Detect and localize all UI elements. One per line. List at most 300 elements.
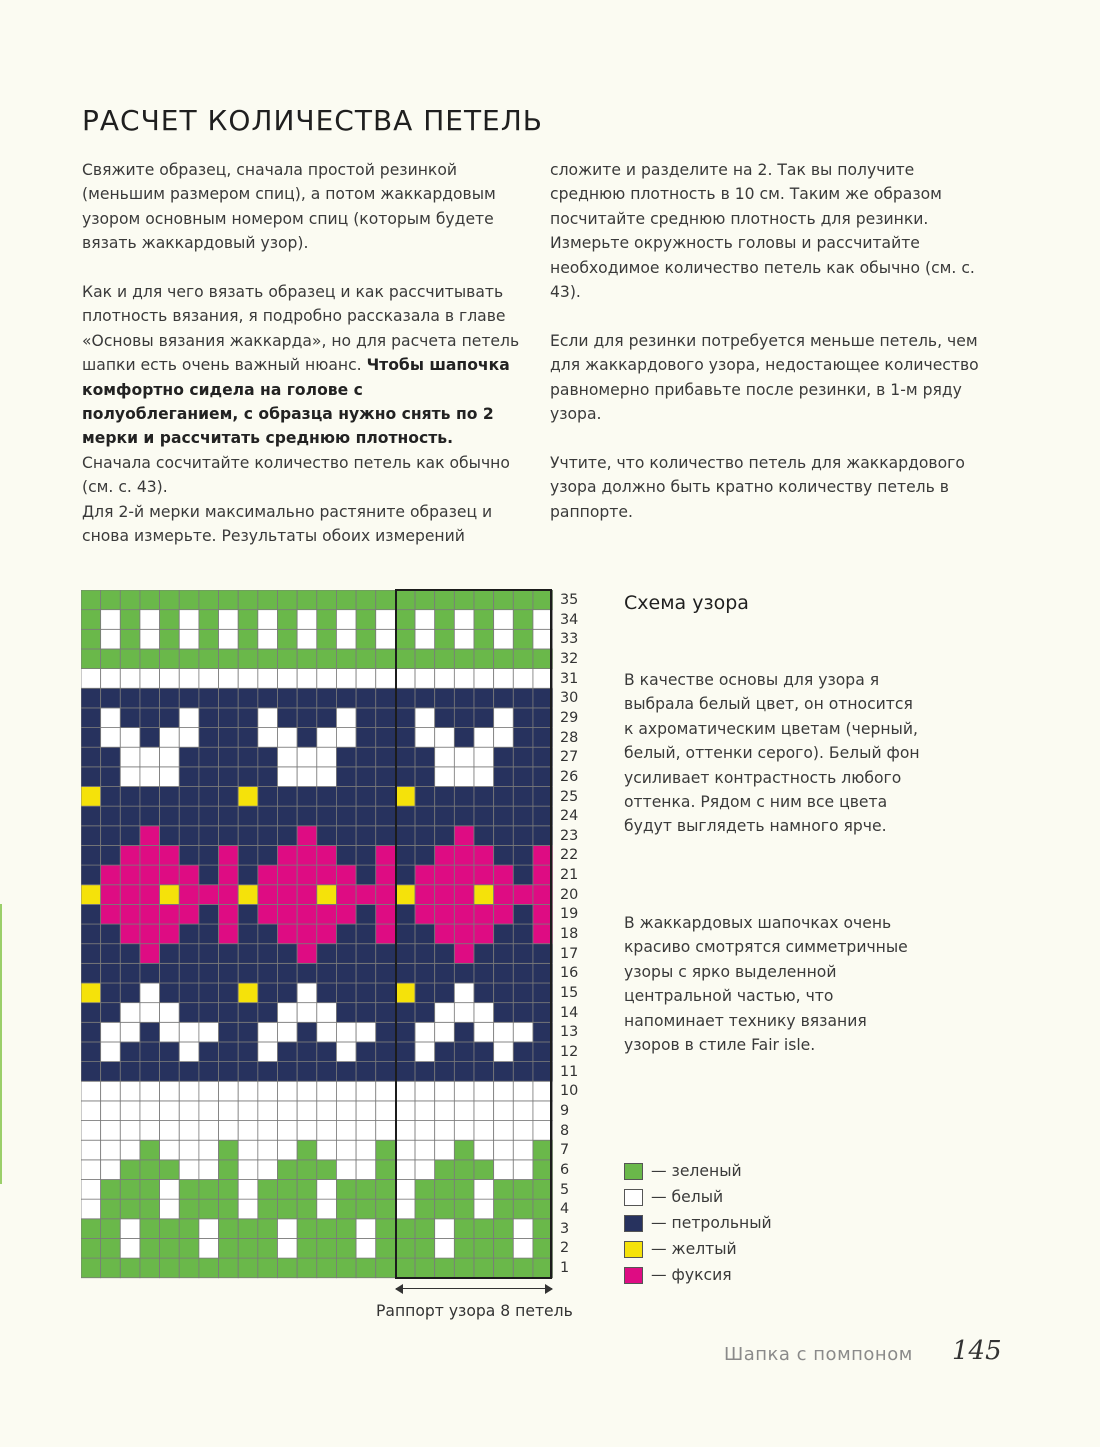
chart-cell [219, 688, 239, 708]
chart-cell [474, 747, 494, 767]
chart-cell [101, 728, 121, 748]
chart-cell [101, 787, 121, 807]
chart-cell [454, 885, 474, 905]
chart-cell [513, 885, 533, 905]
chart-cell [533, 1238, 553, 1258]
chart-cell [258, 610, 278, 630]
chart-cell [435, 983, 455, 1003]
chart-cell [494, 1101, 514, 1121]
chart-cell [179, 1121, 199, 1141]
chart-cell [435, 865, 455, 885]
chart-cell [179, 904, 199, 924]
chart-cell [160, 1121, 180, 1141]
chart-cell [179, 728, 199, 748]
legend-label: — петрольный [651, 1214, 772, 1232]
chart-cell [513, 747, 533, 767]
chart-cell [120, 708, 140, 728]
chart-cell [533, 1062, 553, 1082]
chart-cell [219, 767, 239, 787]
chart-cell [513, 1121, 533, 1141]
chart-cell [317, 1062, 337, 1082]
chart-cell [356, 1101, 376, 1121]
chart-cell [297, 904, 317, 924]
chart-cell [533, 747, 553, 767]
chart-cell [238, 1003, 258, 1023]
chart-cell [297, 1180, 317, 1200]
chart-cell [533, 865, 553, 885]
chart-cell [454, 728, 474, 748]
row-number-label: 9 [560, 1102, 570, 1119]
chart-cell [415, 1180, 435, 1200]
chart-cell [101, 747, 121, 767]
chart-cell [415, 1238, 435, 1258]
chart-cell [513, 767, 533, 787]
chart-cell [81, 747, 101, 767]
chart-cell [494, 1042, 514, 1062]
chart-cell [474, 1101, 494, 1121]
chart-cell [317, 1160, 337, 1180]
chart-cell [435, 649, 455, 669]
chart-cell [415, 728, 435, 748]
chart-cell [297, 865, 317, 885]
chart-cell [317, 1121, 337, 1141]
chart-cell [415, 767, 435, 787]
chart-cell [120, 1101, 140, 1121]
chart-cell [356, 1121, 376, 1141]
chart-cell [395, 924, 415, 944]
chart-cell [356, 728, 376, 748]
chart-cell [356, 1042, 376, 1062]
chart-cell [336, 708, 356, 728]
chart-cell [356, 944, 376, 964]
chart-cell [376, 1219, 396, 1239]
chart-cell [533, 806, 553, 826]
chart-cell [494, 747, 514, 767]
chart-cell [454, 826, 474, 846]
chart-cell [533, 767, 553, 787]
chart-cell [199, 787, 219, 807]
chart-cell [238, 1081, 258, 1101]
chart-cell [179, 865, 199, 885]
chart-cell [533, 1081, 553, 1101]
chart-cell [120, 747, 140, 767]
chart-cell [336, 629, 356, 649]
chart-cell [454, 1022, 474, 1042]
chart-cell [199, 688, 219, 708]
chart-cell [238, 1062, 258, 1082]
chart-cell [297, 1121, 317, 1141]
chart-cell [454, 1180, 474, 1200]
chart-cell [336, 963, 356, 983]
chart-cell [395, 629, 415, 649]
chart-cell [81, 1180, 101, 1200]
chart-cell [120, 787, 140, 807]
chart-cell [317, 728, 337, 748]
chart-cell [513, 1062, 533, 1082]
chart-cell [238, 1180, 258, 1200]
chart-cell [81, 885, 101, 905]
chart-cell [120, 826, 140, 846]
chart-cell [219, 728, 239, 748]
chart-cell [513, 983, 533, 1003]
row-number-label: 21 [560, 867, 579, 884]
chart-cell [317, 845, 337, 865]
chart-cell [317, 767, 337, 787]
chart-cell [179, 1062, 199, 1082]
chart-cell [336, 649, 356, 669]
chart-cell [494, 1160, 514, 1180]
chart-cell [101, 1160, 121, 1180]
chart-cell [395, 1258, 415, 1278]
chart-cell [81, 1199, 101, 1219]
chart-cell [120, 1081, 140, 1101]
chart-cell [219, 629, 239, 649]
chart-cell [494, 806, 514, 826]
chart-cell [336, 1180, 356, 1200]
chart-cell [101, 708, 121, 728]
chart-cell [415, 1140, 435, 1160]
chart-cell [533, 1101, 553, 1121]
chart-cell [533, 1022, 553, 1042]
chart-cell [278, 1258, 298, 1278]
row-number-label: 3 [560, 1220, 570, 1237]
chart-cell [317, 806, 337, 826]
chart-cell [140, 1101, 160, 1121]
chart-cell [395, 747, 415, 767]
chart-cell [297, 826, 317, 846]
chart-cell [160, 610, 180, 630]
chart-cell [258, 1180, 278, 1200]
legend-item-fuchsia [624, 1262, 772, 1288]
chart-cell [415, 1042, 435, 1062]
chart-cell [513, 1258, 533, 1278]
chart-cell [336, 669, 356, 689]
chart-cell [258, 688, 278, 708]
row-number-label: 22 [560, 847, 579, 864]
row-number-label: 10 [560, 1083, 579, 1100]
chart-cell [81, 983, 101, 1003]
paragraph: Учтите, что количество петель для жаккардового узора должно быть кратно количеству петель в раппорте. [550, 453, 965, 521]
chart-cell [238, 1160, 258, 1180]
chart-cell [238, 708, 258, 728]
chart-cell [317, 924, 337, 944]
chart-cell [81, 1062, 101, 1082]
white-swatch [624, 1189, 643, 1206]
chart-cell [199, 1042, 219, 1062]
chart-cell [533, 1199, 553, 1219]
chart-cell [435, 669, 455, 689]
chart-cell [376, 1042, 396, 1062]
chart-cell [494, 1022, 514, 1042]
chart-cell [533, 1180, 553, 1200]
chart-cell [81, 865, 101, 885]
chart-cell [199, 728, 219, 748]
chart-cell [395, 963, 415, 983]
chart-cell [219, 1180, 239, 1200]
chart-cell [219, 1062, 239, 1082]
chart-cell [179, 610, 199, 630]
chart-cell [140, 787, 160, 807]
chart-cell [435, 1140, 455, 1160]
chart-cell [140, 1258, 160, 1278]
chart-cell [474, 728, 494, 748]
chart-cell [356, 885, 376, 905]
chart-cell [435, 1160, 455, 1180]
chart-cell [494, 1062, 514, 1082]
chart-cell [120, 1022, 140, 1042]
chart-cell [81, 963, 101, 983]
color-legend [624, 1158, 772, 1288]
chart-cell [278, 1062, 298, 1082]
chart-cell [395, 806, 415, 826]
chart-cell [454, 1121, 474, 1141]
chart-cell [101, 1238, 121, 1258]
chart-cell [474, 1121, 494, 1141]
legend-item-petrol [624, 1210, 772, 1236]
chart-cell [199, 1258, 219, 1278]
chart-cell [356, 1160, 376, 1180]
chart-cell [317, 826, 337, 846]
chart-cell [454, 1140, 474, 1160]
chart-cell [140, 708, 160, 728]
chart-cell [297, 845, 317, 865]
chart-cell [101, 944, 121, 964]
chart-cell [179, 649, 199, 669]
chart-cell [238, 590, 258, 610]
chart-cell [258, 629, 278, 649]
row-number-label: 26 [560, 768, 579, 785]
chart-cell [454, 983, 474, 1003]
chart-cell [415, 1199, 435, 1219]
chart-cell [454, 1258, 474, 1278]
chart-cell [199, 1003, 219, 1023]
chart-cell [199, 1160, 219, 1180]
chart-cell [120, 1042, 140, 1062]
chart-cell [376, 1062, 396, 1082]
chart-cell [297, 1081, 317, 1101]
chart-cell [376, 963, 396, 983]
chart-cell [395, 983, 415, 1003]
chart-cell [494, 983, 514, 1003]
chart-cell [140, 590, 160, 610]
chart-cell [435, 904, 455, 924]
chart-cell [336, 1022, 356, 1042]
running-footer: Шапка с помпоном [724, 1344, 913, 1365]
chart-cell [395, 904, 415, 924]
chart-cell [219, 1003, 239, 1023]
chart-cell [415, 688, 435, 708]
chart-cell [120, 669, 140, 689]
chart-cell [336, 1062, 356, 1082]
chart-cell [199, 590, 219, 610]
chart-cell [238, 669, 258, 689]
chart-cell [81, 826, 101, 846]
chart-cell [120, 806, 140, 826]
chart-cell [258, 845, 278, 865]
chart-cell [101, 963, 121, 983]
chart-cell [120, 629, 140, 649]
chart-cell [435, 787, 455, 807]
chart-cell [160, 1219, 180, 1239]
chart-cell [356, 1238, 376, 1258]
chart-cell [219, 610, 239, 630]
chart-cell [494, 1180, 514, 1200]
chart-cell [297, 688, 317, 708]
chart-cell [160, 1160, 180, 1180]
chart-cell [435, 610, 455, 630]
chart-cell [101, 590, 121, 610]
chart-cell [120, 924, 140, 944]
chart-cell [435, 1219, 455, 1239]
chart-cell [513, 610, 533, 630]
chart-cell [395, 688, 415, 708]
chart-cell [258, 669, 278, 689]
chart-description-2 [624, 911, 924, 1057]
chart-cell [415, 1101, 435, 1121]
chart-cell [120, 904, 140, 924]
chart-cell [120, 944, 140, 964]
chart-cell [474, 708, 494, 728]
chart-cell [160, 924, 180, 944]
chart-cell [238, 688, 258, 708]
chart-cell [278, 688, 298, 708]
chart-cell [258, 904, 278, 924]
chart-cell [101, 1258, 121, 1278]
chart-cell [278, 1042, 298, 1062]
chart-cell [395, 767, 415, 787]
chart-cell [474, 944, 494, 964]
chart-cell [219, 649, 239, 669]
chart-cell [278, 944, 298, 964]
chart-cell [199, 708, 219, 728]
chart-cell [258, 1062, 278, 1082]
chart-cell [219, 1081, 239, 1101]
chart-cell [494, 944, 514, 964]
chart-cell [435, 806, 455, 826]
chart-cell [336, 1081, 356, 1101]
chart-cell [435, 924, 455, 944]
chart-cell [415, 610, 435, 630]
chart-cell [160, 787, 180, 807]
chart-cell [238, 963, 258, 983]
chart-cell [336, 1121, 356, 1141]
chart-cell [533, 728, 553, 748]
chart-cell [199, 845, 219, 865]
chart-cell [435, 944, 455, 964]
chart-cell [494, 1140, 514, 1160]
chart-cell [120, 1121, 140, 1141]
chart-cell [101, 983, 121, 1003]
chart-cell [238, 1219, 258, 1239]
chart-cell [415, 904, 435, 924]
chart-cell [258, 1199, 278, 1219]
chart-cell [336, 904, 356, 924]
chart-cell [120, 885, 140, 905]
chart-cell [415, 1219, 435, 1239]
chart-cell [120, 590, 140, 610]
chart-cell [140, 747, 160, 767]
chart-cell [376, 1140, 396, 1160]
paragraph: Для 2-й мерки максимально растяните образец и снова измерьте. Результаты обоих измерений [82, 502, 493, 546]
chart-cell [179, 1140, 199, 1160]
chart-cell [474, 649, 494, 669]
chart-cell [435, 1042, 455, 1062]
chart-cell [278, 826, 298, 846]
chart-cell [376, 885, 396, 905]
chart-cell [101, 1199, 121, 1219]
chart-cell [336, 944, 356, 964]
chart-cell [120, 983, 140, 1003]
chart-cell [120, 767, 140, 787]
chart-cell [179, 1081, 199, 1101]
chart-cell [101, 1081, 121, 1101]
chart-title: Схема узора [624, 592, 749, 614]
chart-cell [101, 1062, 121, 1082]
chart-cell [513, 904, 533, 924]
chart-cell [238, 767, 258, 787]
green-swatch [624, 1163, 643, 1180]
chart-cell [81, 1258, 101, 1278]
row-number-label: 8 [560, 1122, 570, 1139]
legend-label: — желтый [651, 1240, 737, 1258]
chart-cell [238, 1042, 258, 1062]
chart-cell [376, 1180, 396, 1200]
chart-cell [533, 1258, 553, 1278]
chart-cell [199, 669, 219, 689]
chart-cell [140, 1199, 160, 1219]
chart-cell [395, 944, 415, 964]
chart-cell [297, 1219, 317, 1239]
chart-cell [258, 1219, 278, 1239]
chart-cell [474, 1140, 494, 1160]
chart-cell [513, 708, 533, 728]
chart-cell [376, 708, 396, 728]
chart-cell [533, 629, 553, 649]
legend-label: — белый [651, 1188, 724, 1206]
legend-item-yellow [624, 1236, 772, 1262]
chart-cell [258, 1160, 278, 1180]
chart-cell [101, 669, 121, 689]
chart-cell [160, 963, 180, 983]
chart-cell [160, 1180, 180, 1200]
chart-cell [258, 767, 278, 787]
chart-cell [395, 1042, 415, 1062]
chart-cell [179, 885, 199, 905]
chart-cell [474, 845, 494, 865]
chart-cell [513, 845, 533, 865]
chart-cell [376, 806, 396, 826]
chart-cell [160, 688, 180, 708]
chart-cell [101, 885, 121, 905]
chart-cell [376, 865, 396, 885]
chart-cell [160, 1042, 180, 1062]
chart-cell [395, 1121, 415, 1141]
row-number-label: 31 [560, 670, 579, 687]
chart-cell [199, 1219, 219, 1239]
chart-cell [395, 1081, 415, 1101]
chart-cell [474, 629, 494, 649]
chart-cell [120, 1219, 140, 1239]
chart-cell [356, 787, 376, 807]
chart-cell [101, 649, 121, 669]
chart-cell [199, 1062, 219, 1082]
chart-cell [474, 1238, 494, 1258]
chart-cell [297, 747, 317, 767]
chart-cell [317, 1081, 337, 1101]
chart-cell [317, 944, 337, 964]
chart-cell [533, 649, 553, 669]
chart-cell [179, 806, 199, 826]
